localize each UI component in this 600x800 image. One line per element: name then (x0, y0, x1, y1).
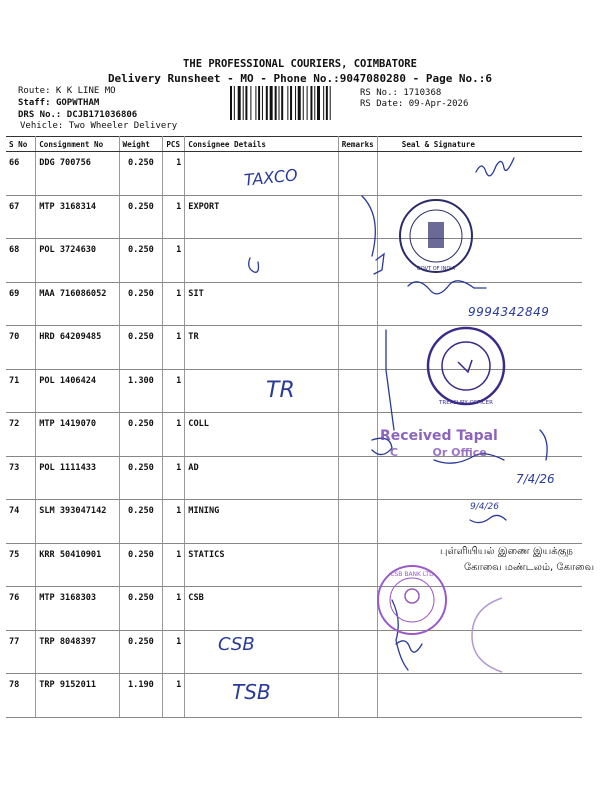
cell-weight: 0.250 (119, 326, 163, 370)
col-weight: Weight (119, 137, 163, 152)
cell-pcs: 1 (163, 456, 185, 500)
cell-sno: 67 (6, 195, 36, 239)
cell-sno: 72 (6, 413, 36, 457)
received-office-stamp: C Or Office (390, 446, 487, 459)
cell-sno: 76 (6, 587, 36, 631)
cell-sno: 78 (6, 674, 36, 718)
treasury-stamp-text: TREASURY OFFICER (439, 400, 493, 406)
cell-weight: 0.250 (119, 282, 163, 326)
cell-weight: 1.190 (119, 674, 163, 718)
handwritten-taxco: TAXCO (243, 165, 299, 190)
col-pcs: PCS (163, 137, 185, 152)
cell-weight: 0.250 (119, 630, 163, 674)
csb-bank-stamp (374, 562, 450, 638)
cell-consignee: COLL (185, 413, 338, 457)
drs-value: DCJB171036806 (66, 110, 138, 120)
cell-sno: 71 (6, 369, 36, 413)
cell-consignee: SIT (185, 282, 338, 326)
cell-pcs: 1 (163, 587, 185, 631)
runsheet-subtitle: Delivery Runsheet - MO - Phone No.:9047080280 - Page No.:6 (107, 72, 493, 85)
cell-consignee: EXPORT (185, 195, 338, 239)
company-title: THE PROFESSIONAL COURIERS, COIMBATORE (183, 58, 417, 70)
cell-weight: 0.250 (119, 587, 163, 631)
cell-consignee: STATICS (185, 543, 338, 587)
col-seal: Seal & Signature (377, 137, 582, 152)
tamil-stamp-line-1: புள்ளியியல் இணை இயக்குந (440, 546, 573, 557)
cell-consignment: TRP 9152011 (36, 674, 119, 718)
cell-consignment: MAA 716086052 (36, 282, 119, 326)
cell-consignment: TRP 8048397 (36, 630, 119, 674)
govt-seal-stamp (396, 196, 476, 276)
route-text: Route: K K LINE MO (18, 86, 116, 96)
cell-consignment: SLM 393047142 (36, 500, 119, 544)
cell-weight: 0.250 (119, 413, 163, 457)
cell-pcs: 1 (163, 282, 185, 326)
cell-pcs: 1 (163, 195, 185, 239)
cell-pcs: 1 (163, 239, 185, 283)
staff-label: Staff: (18, 98, 51, 108)
rs-number: RS No.: 1710368 (360, 88, 442, 98)
cell-consignment: HRD 64209485 (36, 326, 119, 370)
cell-consignment: MTP 3168314 (36, 195, 119, 239)
cell-consignment: MTP 3168303 (36, 587, 119, 631)
cell-sno: 68 (6, 239, 36, 283)
rs-date: RS Date: 09-Apr-2026 (360, 99, 469, 109)
cell-consignee: CSB (185, 587, 338, 631)
csb-stamp-text: CSB BANK LTD (390, 571, 434, 578)
cell-consignment: POL 1111433 (36, 456, 119, 500)
cell-consignment: DDG 700756 (36, 152, 119, 196)
govt-seal-text: GOVT OF INDIA (416, 266, 456, 272)
cell-weight: 0.250 (119, 152, 163, 196)
cell-consignment: KRR 50410901 (36, 543, 119, 587)
cell-sno: 69 (6, 282, 36, 326)
cell-sno: 73 (6, 456, 36, 500)
cell-consignee: MINING (185, 500, 338, 544)
col-sno: S No (6, 137, 36, 152)
col-remarks: Remarks (338, 137, 377, 152)
handwritten-csb: CSB (218, 634, 255, 655)
cell-sno: 75 (6, 543, 36, 587)
tamil-stamp-line-2: கோவை மண்டலம், கோவை (464, 562, 595, 573)
cell-weight: 0.250 (119, 195, 163, 239)
faint-round-stamp (462, 594, 512, 674)
staff-value: GOPWTHAM (55, 98, 100, 108)
cell-pcs: 1 (163, 500, 185, 544)
cell-pcs: 1 (163, 630, 185, 674)
cell-sno: 66 (6, 152, 36, 196)
cell-weight: 1.300 (119, 369, 163, 413)
cell-pcs: 1 (163, 674, 185, 718)
col-consignment: Consignment No (36, 137, 119, 152)
cell-weight: 0.250 (119, 543, 163, 587)
cell-pcs: 1 (163, 369, 185, 413)
cell-weight: 0.250 (119, 239, 163, 283)
cell-consignee: AD (185, 456, 338, 500)
cell-consignment: MTP 1419070 (36, 413, 119, 457)
handwritten-tr: TR (266, 378, 295, 403)
cell-consignment: POL 3724630 (36, 239, 119, 283)
cell-pcs: 1 (163, 413, 185, 457)
cell-sno: 70 (6, 326, 36, 370)
cell-weight: 0.250 (119, 500, 163, 544)
cell-consignment: POL 1406424 (36, 369, 119, 413)
col-consignee: Consignee Details (185, 137, 338, 152)
handwritten-tsb: TSB (232, 680, 271, 704)
vehicle-text: Vehicle: Two Wheeler Delivery (20, 121, 178, 131)
received-tapal-stamp: Received Tapal (380, 428, 498, 444)
cell-pcs: 1 (163, 543, 185, 587)
cell-pcs: 1 (163, 326, 185, 370)
cell-sno: 77 (6, 630, 36, 674)
cell-weight: 0.250 (119, 456, 163, 500)
handwritten-date-2: 9/4/26 (470, 502, 499, 512)
handwritten-date-1: 7/4/26 (516, 472, 555, 486)
cell-sno: 74 (6, 500, 36, 544)
cell-pcs: 1 (163, 152, 185, 196)
treasury-stamp (424, 324, 508, 408)
handwritten-phone: 9994342849 (468, 305, 550, 319)
cell-consignee: TR (185, 326, 338, 370)
drs-label: DRS No.: (18, 110, 62, 120)
